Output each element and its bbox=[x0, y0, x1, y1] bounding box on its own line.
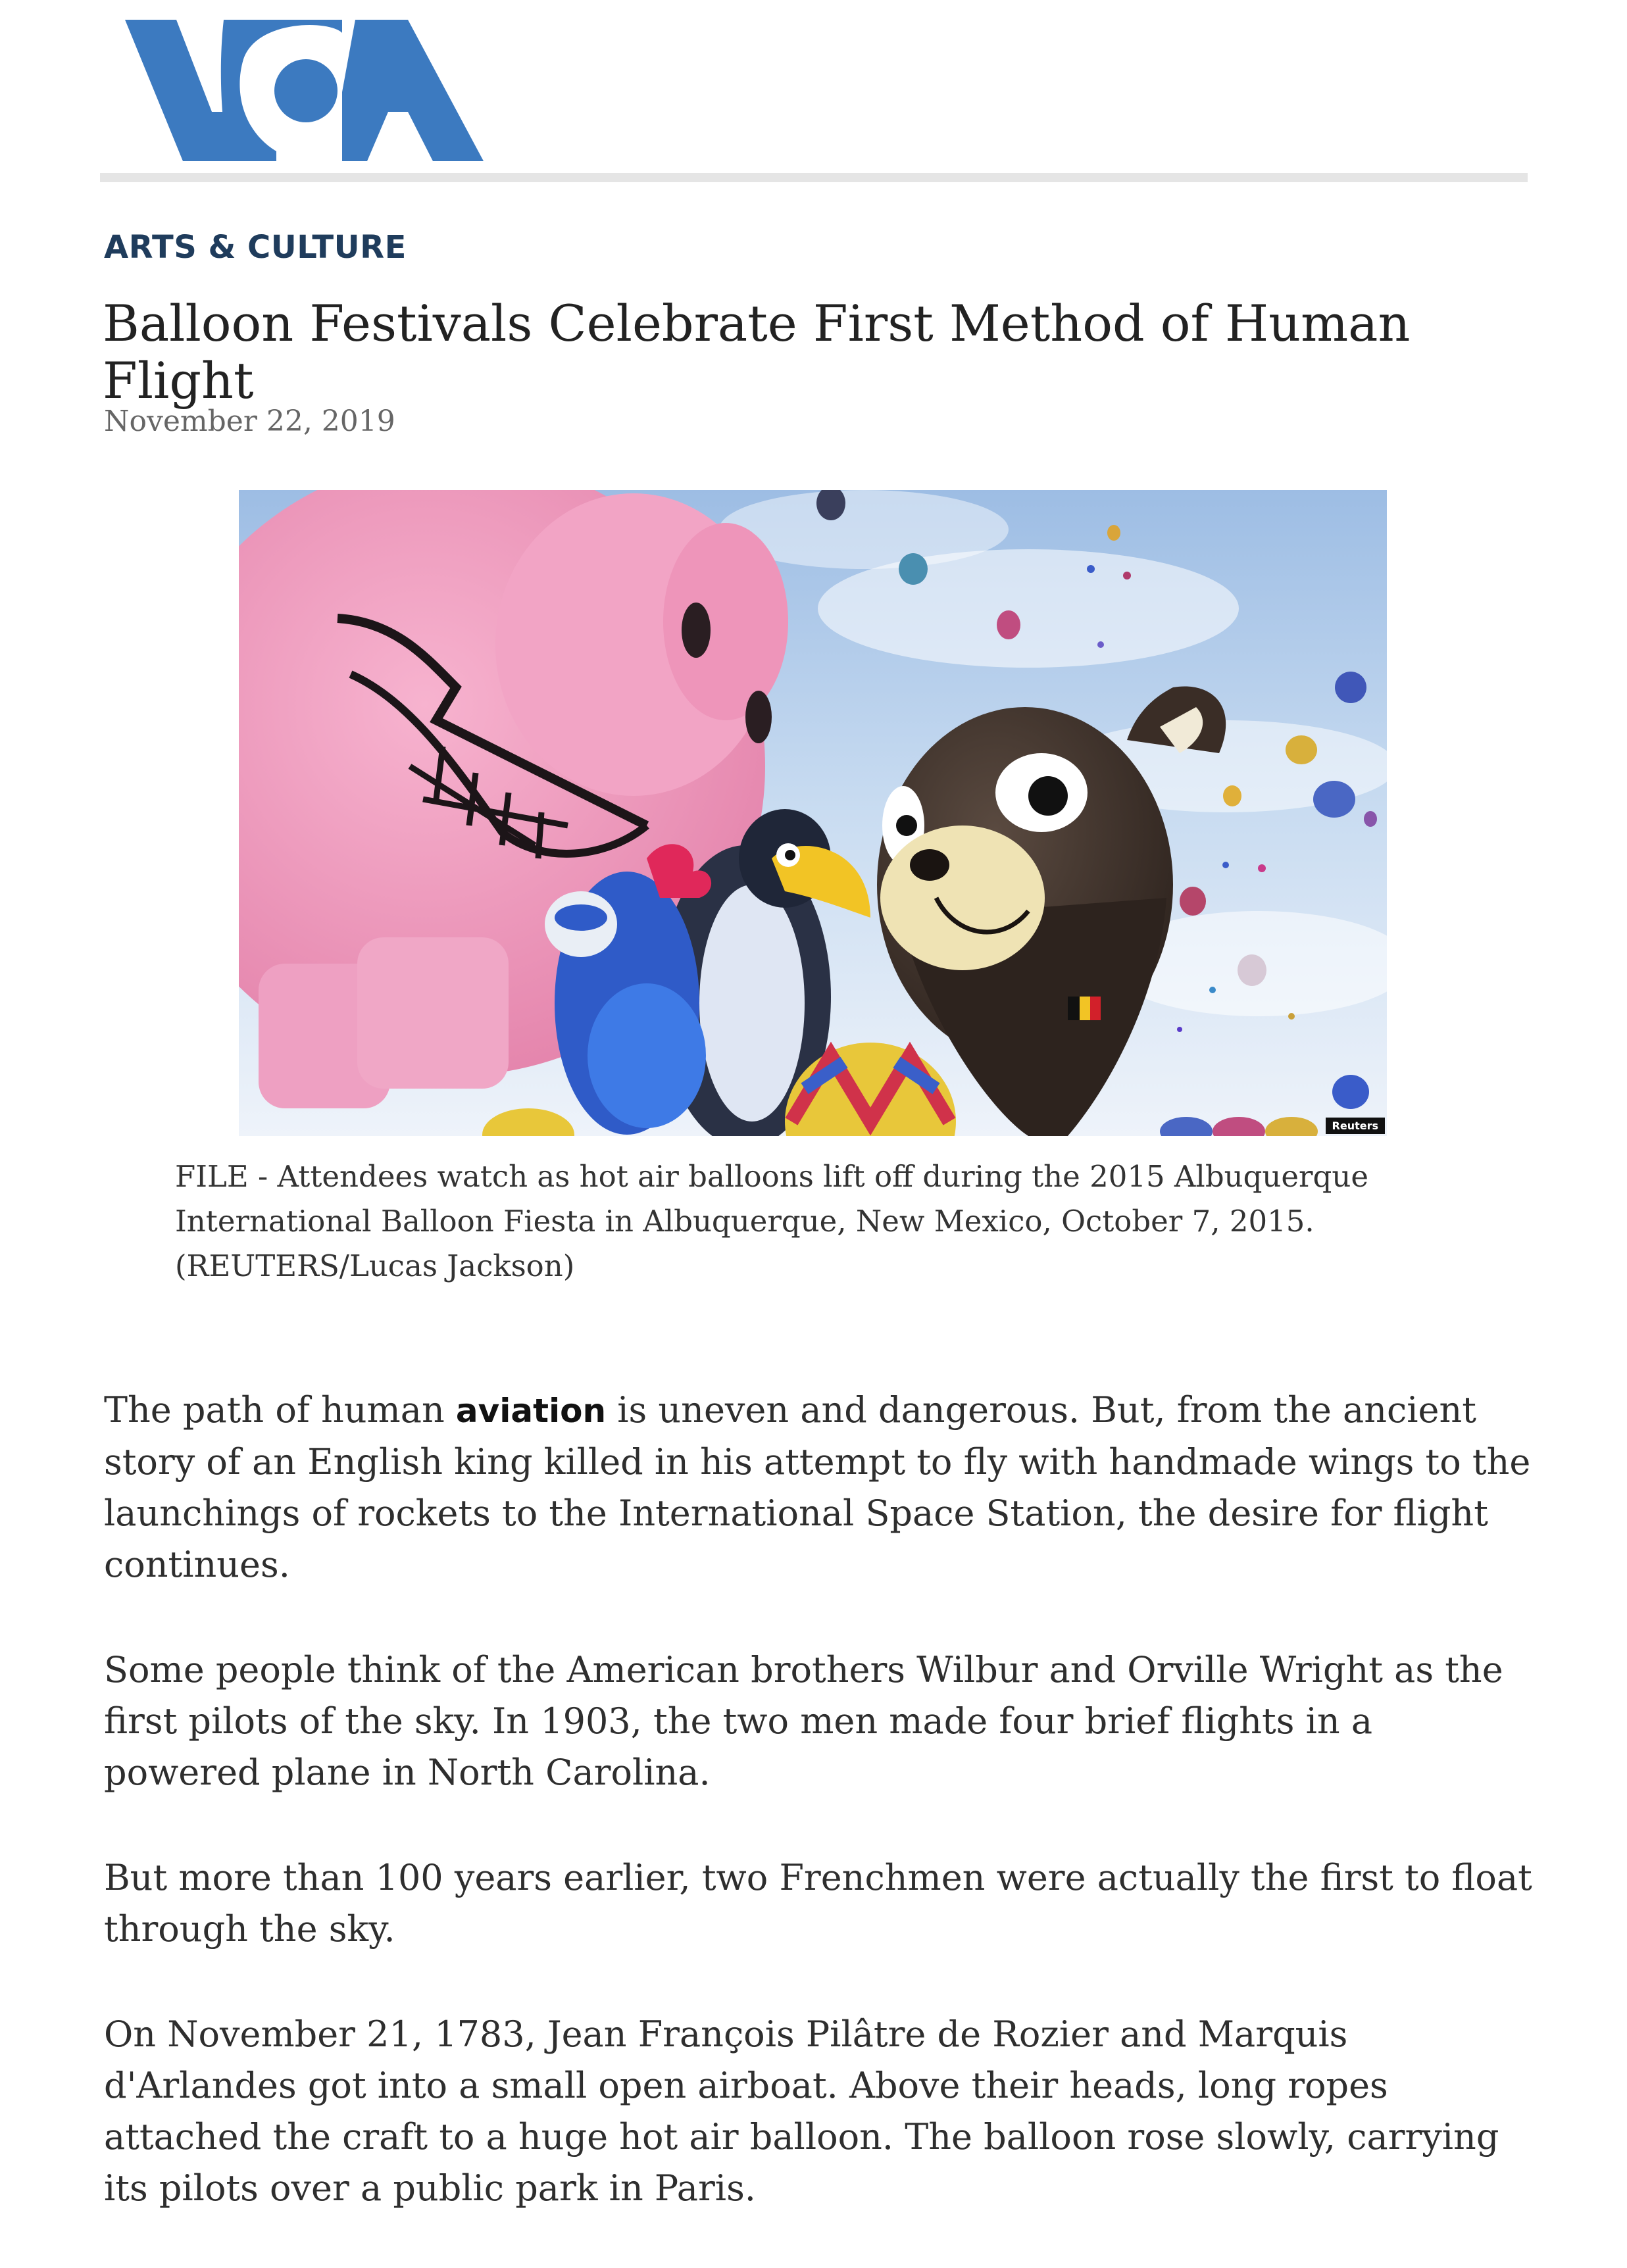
voa-logo-icon bbox=[125, 20, 484, 164]
header-divider bbox=[100, 173, 1528, 182]
paragraph-text: is uneven and dangerous. But, from the ancient story of an English king killed in his attempt to fly with handmade wings to the launchings of rockets to the International Space Station, the desire for flight continues. bbox=[104, 1389, 1531, 1585]
photo-credit-tag: Reuters bbox=[1326, 1118, 1385, 1134]
photo-caption: FILE - Attendees watch as hot air balloons lift off during the 2015 Albuquerque International Balloon Fiesta in Albuquerque, New Mexico, October 7, 2015. (REUTERS/Lucas Jackson) bbox=[175, 1159, 1368, 1283]
publish-date: November 22, 2019 bbox=[104, 405, 395, 438]
paragraph-text: The path of human bbox=[104, 1389, 456, 1431]
article-paragraph bbox=[104, 1385, 1538, 1590]
article-paragraph: But more than 100 years earlier, two Frenchmen were actually the first to float through the sky. bbox=[104, 1857, 1532, 1950]
section-label[interactable]: ARTS & CULTURE bbox=[104, 229, 407, 266]
photo-illustration bbox=[239, 490, 1387, 1136]
headline: Balloon Festivals Celebrate First Method of Human Flight bbox=[103, 294, 1411, 410]
article-paragraph: On November 21, 1783, Jean François Pilâtre de Rozier and Marquis d'Arlandes got into a small open airboat. Above their heads, long ropes attached the craft to a huge hot air balloon. The balloon rose slowly, carrying its pilots over a public park in Paris. bbox=[104, 2013, 1499, 2209]
article-paragraph: Some people think of the American brothers Wilbur and Orville Wright as the first pilots of the sky. In 1903, the two men made four brief flights in a powered plane in North Carolina. bbox=[104, 1649, 1503, 1793]
hot-air-balloons-photo bbox=[239, 490, 1387, 1136]
voa-logo[interactable] bbox=[125, 20, 484, 164]
article-body bbox=[104, 1385, 1538, 2268]
vocabulary-keyword-link[interactable]: aviation bbox=[455, 1392, 607, 1430]
